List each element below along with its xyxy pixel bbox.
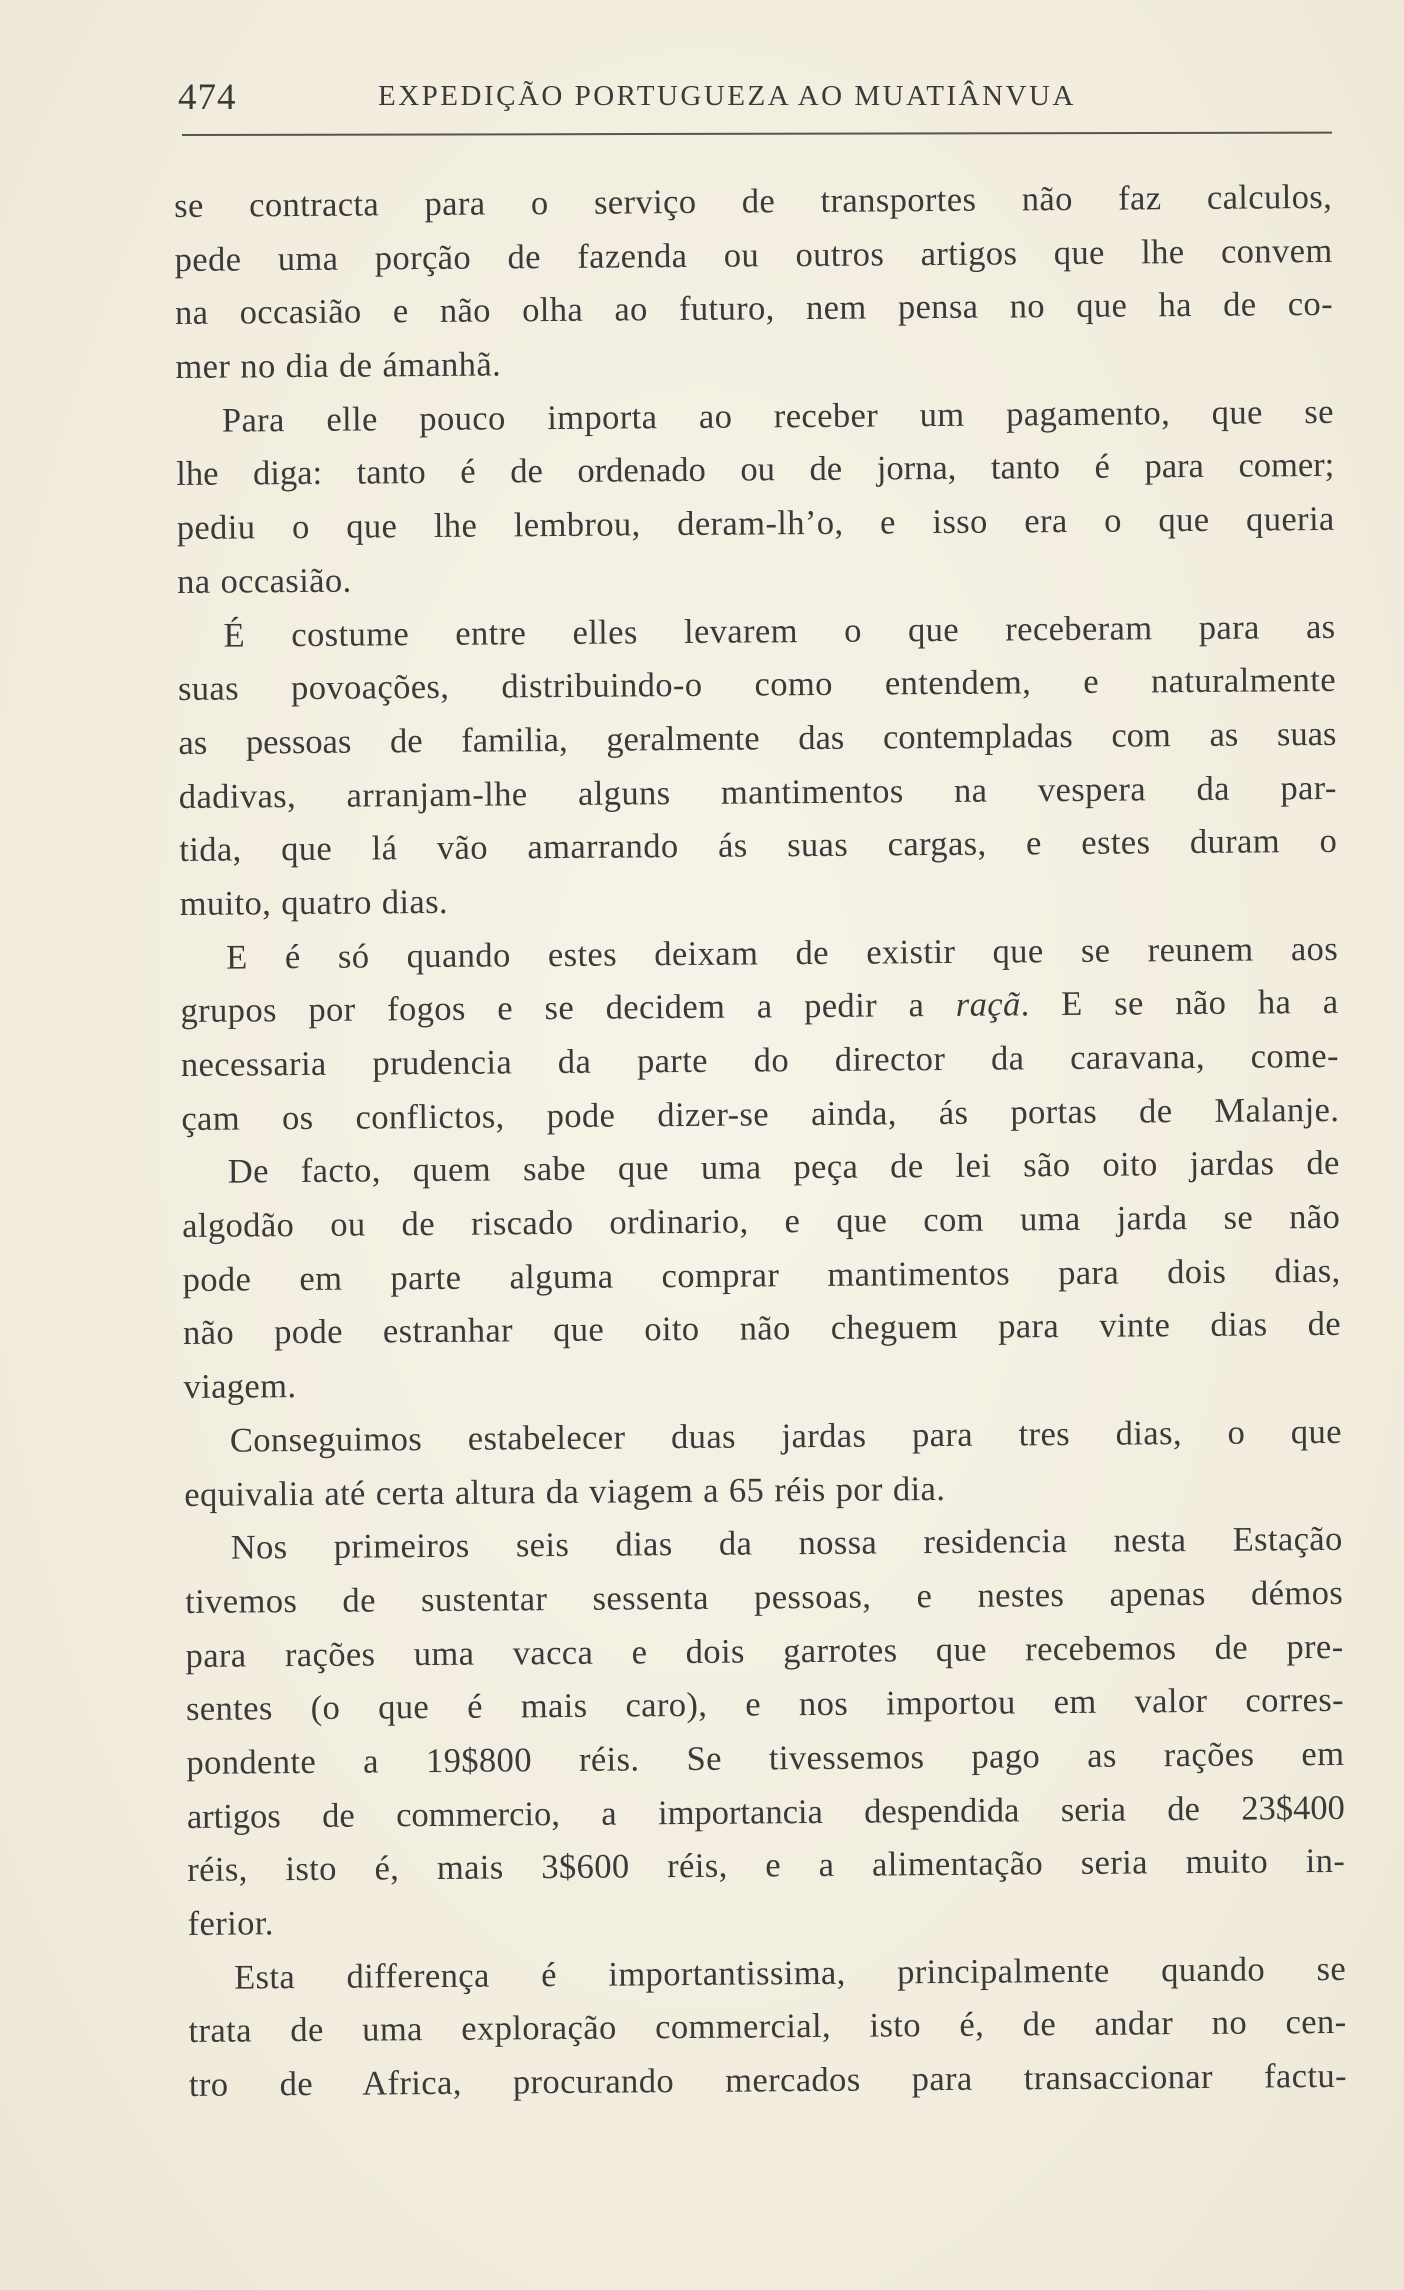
text-line: equivalia até certa altura da viagem a 65 réis por dia. bbox=[184, 1469, 946, 1514]
text-line: pede uma porção de fazenda ou outros artigos que lhe convem bbox=[174, 231, 1333, 279]
text-line: trata de uma exploração commercial, isto é, de andar no cen- bbox=[188, 2003, 1347, 2051]
text-line: na occasião e não olha ao futuro, nem pensa no que ha de co- bbox=[174, 285, 1334, 333]
text-line: Para elle pouco importa ao receber um pagamento, que se bbox=[221, 392, 1335, 440]
text-line: as pessoas de familia, geralmente das contempladas com as suas bbox=[178, 714, 1337, 762]
text-line: não pode estranhar que oito não cheguem para vinte dias de bbox=[182, 1305, 1342, 1353]
text-line: necessaria prudencia da parte do director da caravana, come- bbox=[180, 1036, 1340, 1084]
page-number: 474 bbox=[178, 77, 237, 118]
text-line: pediu o que lhe lembrou, deram-lh’o, e isso era o que queria bbox=[176, 500, 1335, 548]
text-line: tida, que lá vão amarrando ás suas cargas, e estes duram o bbox=[179, 822, 1338, 870]
body-text bbox=[174, 171, 1347, 2113]
text-line: se contracta para o serviço de transportes não faz calculos, bbox=[174, 177, 1333, 225]
text-line: çam os conflictos, pode dizer-se ainda, ás portas de Malanje. bbox=[181, 1090, 1340, 1138]
text-line: lhe diga: tanto é de ordenado ou de jorna, tanto é para comer; bbox=[176, 446, 1335, 494]
text-line: tro de Africa, procurando mercados para transaccionar factu- bbox=[188, 2056, 1348, 2105]
page-header bbox=[178, 72, 1338, 132]
text-line: mer no dia de ámanhã. bbox=[175, 345, 502, 387]
text-line: sentes (o que é mais caro), e nos importou em valor corres- bbox=[185, 1681, 1345, 1729]
text-line: ferior. bbox=[187, 1904, 274, 1943]
running-title: EXPEDIÇÃO PORTUGUEZA AO MUATIÂNVUA bbox=[378, 80, 1076, 112]
text-line: dadivas, arranjam-lhe alguns mantimentos na vespera da par- bbox=[178, 768, 1337, 816]
text-line: suas povoações, distribuindo-o como entendem, e naturalmente bbox=[177, 661, 1337, 709]
text-line: para rações uma vacca e dois garrotes que recebemos de pre- bbox=[185, 1627, 1344, 1675]
text-line: artigos de commercio, a importancia despendida seria de 23$400 bbox=[186, 1788, 1345, 1836]
text-line: réis, isto é, mais 3$600 réis, e a alimentação seria muito in- bbox=[187, 1842, 1346, 1890]
text-line: na occasião. bbox=[177, 561, 352, 601]
text-line: De facto, quem sabe que uma peça de lei são oito jardas de bbox=[227, 1144, 1340, 1191]
text-line: E é só quando estes deixam de existir que se reunem aos bbox=[225, 929, 1339, 977]
text-line: É costume entre elles levarem o que receberam para as bbox=[223, 607, 1336, 655]
text-line: Esta differença é importantissima, principalmente quando se bbox=[233, 1949, 1347, 1997]
text-line bbox=[180, 976, 1338, 1039]
text-line: viagem. bbox=[183, 1367, 297, 1407]
text-line: muito, quatro dias. bbox=[179, 882, 449, 923]
text-line: pondente a 19$800 réis. Se tivessemos pago as rações em bbox=[186, 1734, 1345, 1782]
text-line: tivemos de sustentar sessenta pessoas, e nestes apenas démos bbox=[185, 1573, 1344, 1621]
text-segment: . E se não ha a bbox=[1020, 983, 1339, 1024]
header-rule bbox=[182, 132, 1332, 136]
italic-word: raçã bbox=[955, 985, 1021, 1025]
text-line: Conseguimos estabelecer duas jardas para tres dias, o que bbox=[229, 1412, 1343, 1460]
text-line: Nos primeiros seis dias da nossa residencia nesta Estação bbox=[230, 1520, 1343, 1567]
text-line: pode em parte alguma comprar mantimentos para dois dias, bbox=[182, 1251, 1341, 1299]
text-segment: grupos por fogos e se decidem a pedir a bbox=[180, 986, 956, 1031]
text-line: algodão ou de riscado ordinario, e que com uma jarda se não bbox=[182, 1197, 1341, 1246]
